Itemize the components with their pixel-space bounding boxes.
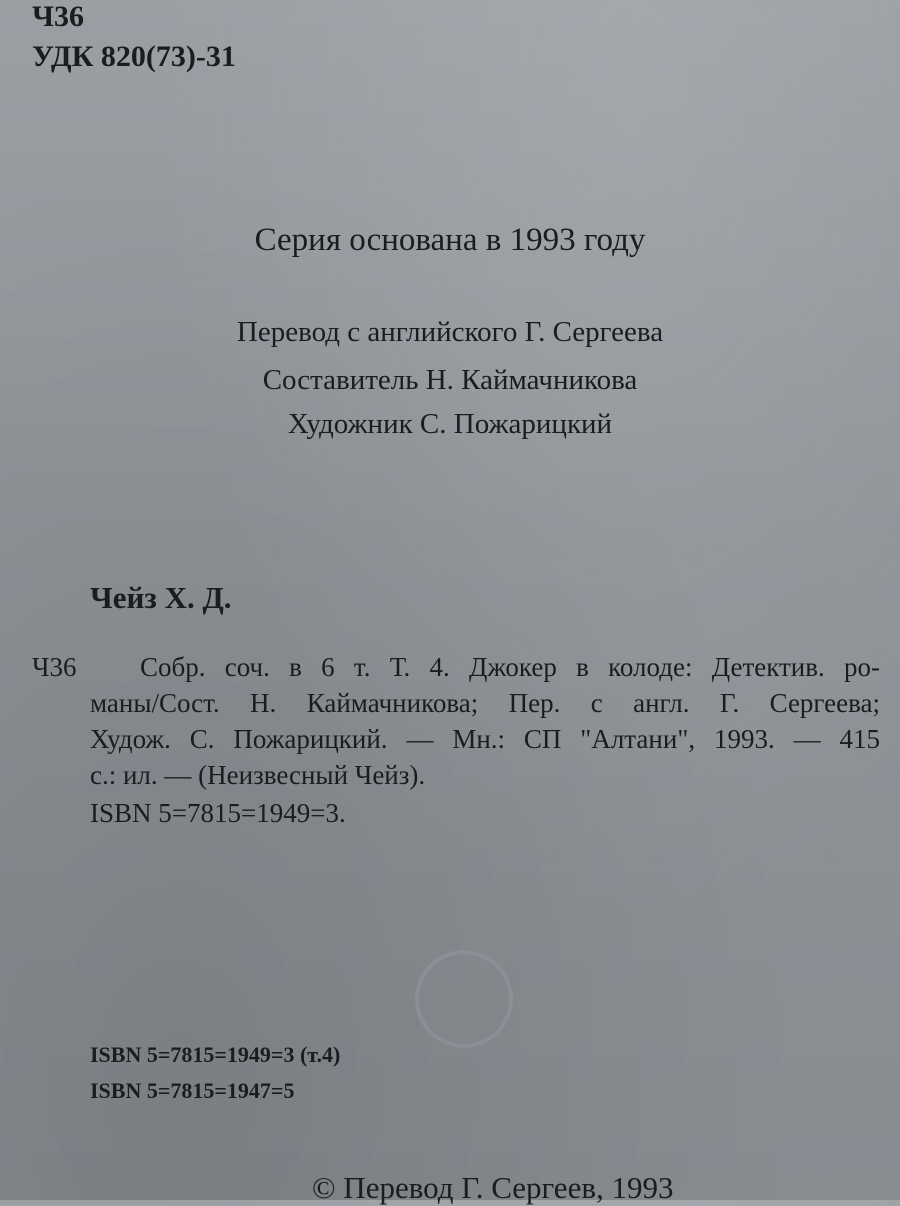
bib-record-line: Собр. соч. в 6 т. Т. 4. Джокер в колоде: Детектив. ро- (140, 652, 880, 682)
isbn-set: ISBN 5=7815=1947=5 (90, 1078, 295, 1103)
bib-record-code: Ч36 (32, 652, 77, 682)
series-note: Серия основана в 1993 году (254, 222, 646, 258)
bib-record-line: Худож. С. Пожарицкий. — Мн.: СП "Алтани", 1993. — 415 (90, 724, 880, 754)
bib-record-line: маны/Сост. Н. Каймачникова; Пер. с англ. Г. Сергеева; (90, 688, 880, 718)
translator-credit: Перевод с английского Г. Сергеева (236, 316, 664, 348)
bleed-through-emblem (415, 950, 513, 1048)
bib-record-line: с.: ил. — (Неизвесный Чейз). (90, 760, 426, 790)
author-heading: Чейз Х. Д. (90, 580, 232, 615)
bib-record-isbn: ISBN 5=7815=1949=3. (90, 798, 346, 828)
isbn-volume: ISBN 5=7815=1949=3 (т.4) (90, 1042, 341, 1067)
bbk-code: Ч36 (32, 0, 85, 33)
compiler-credit: Составитель Н. Каймачникова (262, 364, 638, 396)
copyright-line: © Перевод Г. Сергеев, 1993 (312, 1170, 674, 1205)
artist-credit: Художник С. Пожарицкий (287, 408, 613, 440)
udk-code: УДК 820(73)-31 (32, 40, 236, 73)
